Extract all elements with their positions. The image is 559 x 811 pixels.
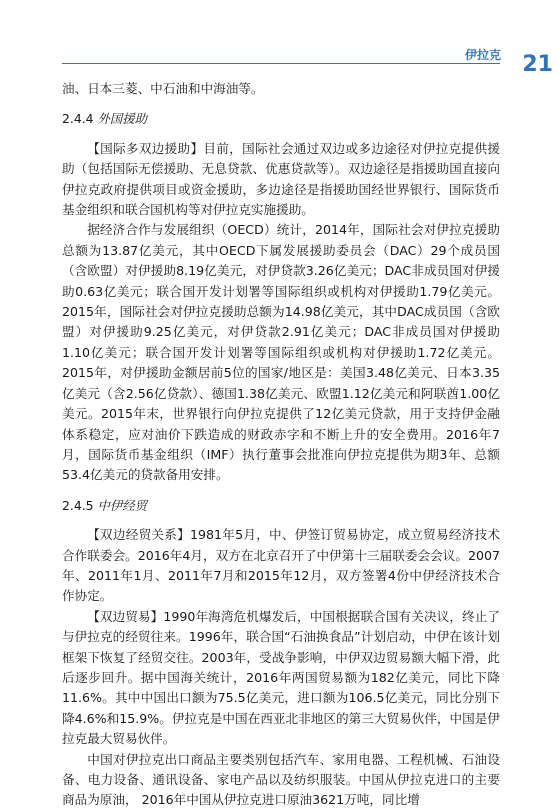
- header-country-title: 伊拉克: [464, 48, 501, 62]
- section-heading: [62, 109, 500, 129]
- page-number: 21: [522, 52, 553, 77]
- paragraph: 【双边经贸关系】1981年5月，中、伊签订贸易协定，成立贸易经济技术合作联委会。2016年4月，双方在北京召开了中伊第十三届联委会会议。2007年、2011年1月、2011年7月和2015年12月，双方签署4份中伊经济技术合作协定。: [62, 527, 500, 604]
- paragraph: 据经济合作与发展组织（OECD）统计，2014年，国际社会对伊拉克援助总额为13.87亿美元，其中OECD下属发展援助委员会（DAC）29个成员国（含欧盟）对伊援助8.19亿美元，对伊贷款3.26亿美元；DAC非成员国对伊援助0.63亿美元；联合国开发计划署等国际组织或机构对伊援助1.79亿美元。2015年，国际社会对伊拉克援助总额为14.98亿美元，其中DAC成员国（含欧盟）对伊援助9.25亿美元，对伊贷款2.91亿美元；DAC非成员国对伊援助1.10亿美元；联合国开发计划署等国际组织或机构对伊援助1.72亿美元。2015年，对伊援助金额居前5位的国家/地区是：美国3.48亿美元、日本3.35亿美元（含2.56亿贷款）、德国1.38亿美元、欧盟1.12亿美元和阿联酋1.00亿美元。2015年末，世界银行向伊拉克提供了12亿美元贷款，用于支持伊金融体系稳定，应对油价下跌造成的财政赤字和不断上升的安全费用。2016年7月，国际货币基金组织（IMF）执行董事会批准向伊拉克提供为期3年、总额53.4亿美元的贷款备用安排。: [62, 222, 500, 483]
- section-number: 2.4.5: [62, 497, 94, 513]
- section-title: 外国援助: [97, 111, 148, 127]
- section-number: 2.4.4: [62, 111, 94, 127]
- paragraph: 油、日本三菱、中石油和中海油等。: [62, 81, 264, 96]
- paragraph: 【国际多双边援助】目前，国际社会通过双边或多边途径对伊拉克提供援助（包括国际无偿援助、无息贷款、优惠贷款等）。双边途径是指援助国直接向伊拉克政府提供项目或资金援助，多边途径是指援助国经世界银行、国际货币基金组织和联合国机构等对伊拉克实施援助。: [62, 140, 500, 218]
- body-text: [62, 79, 500, 811]
- paragraph: 中国对伊拉克出口商品主要类别包括汽车、家用电器、工程机械、石油设备、电力设备、通讯设备、家电产品以及纺织服装。中国从伊拉克进口的主要商品为原油， 2016年中国从伊拉克进口原油3621万吨，同比增: [62, 751, 500, 808]
- paragraph: 【双边贸易】1990年海湾危机爆发后，中国根据联合国有关决议，终止了与伊拉克的经贸往来。1996年，联合国“石油换食品”计划启动，中伊在该计划框架下恢复了经贸交往。2003年，受战争影响，中伊双边贸易额大幅下滑，此后逐步回升。据中国海关统计，2016年两国贸易额为182亿美元，同比下降11.6%。其中中国出口额为75.5亿美元，进口额为106.5亿美元，同比分别下降4.6%和15.9%。伊拉克是中国在西亚北非地区的第三大贸易伙伴，中国是伊拉克最大贸易伙伴。: [62, 608, 500, 747]
- section-title: 中伊经贸: [97, 497, 148, 513]
- header-rule: [62, 63, 500, 64]
- section-heading: [62, 496, 500, 516]
